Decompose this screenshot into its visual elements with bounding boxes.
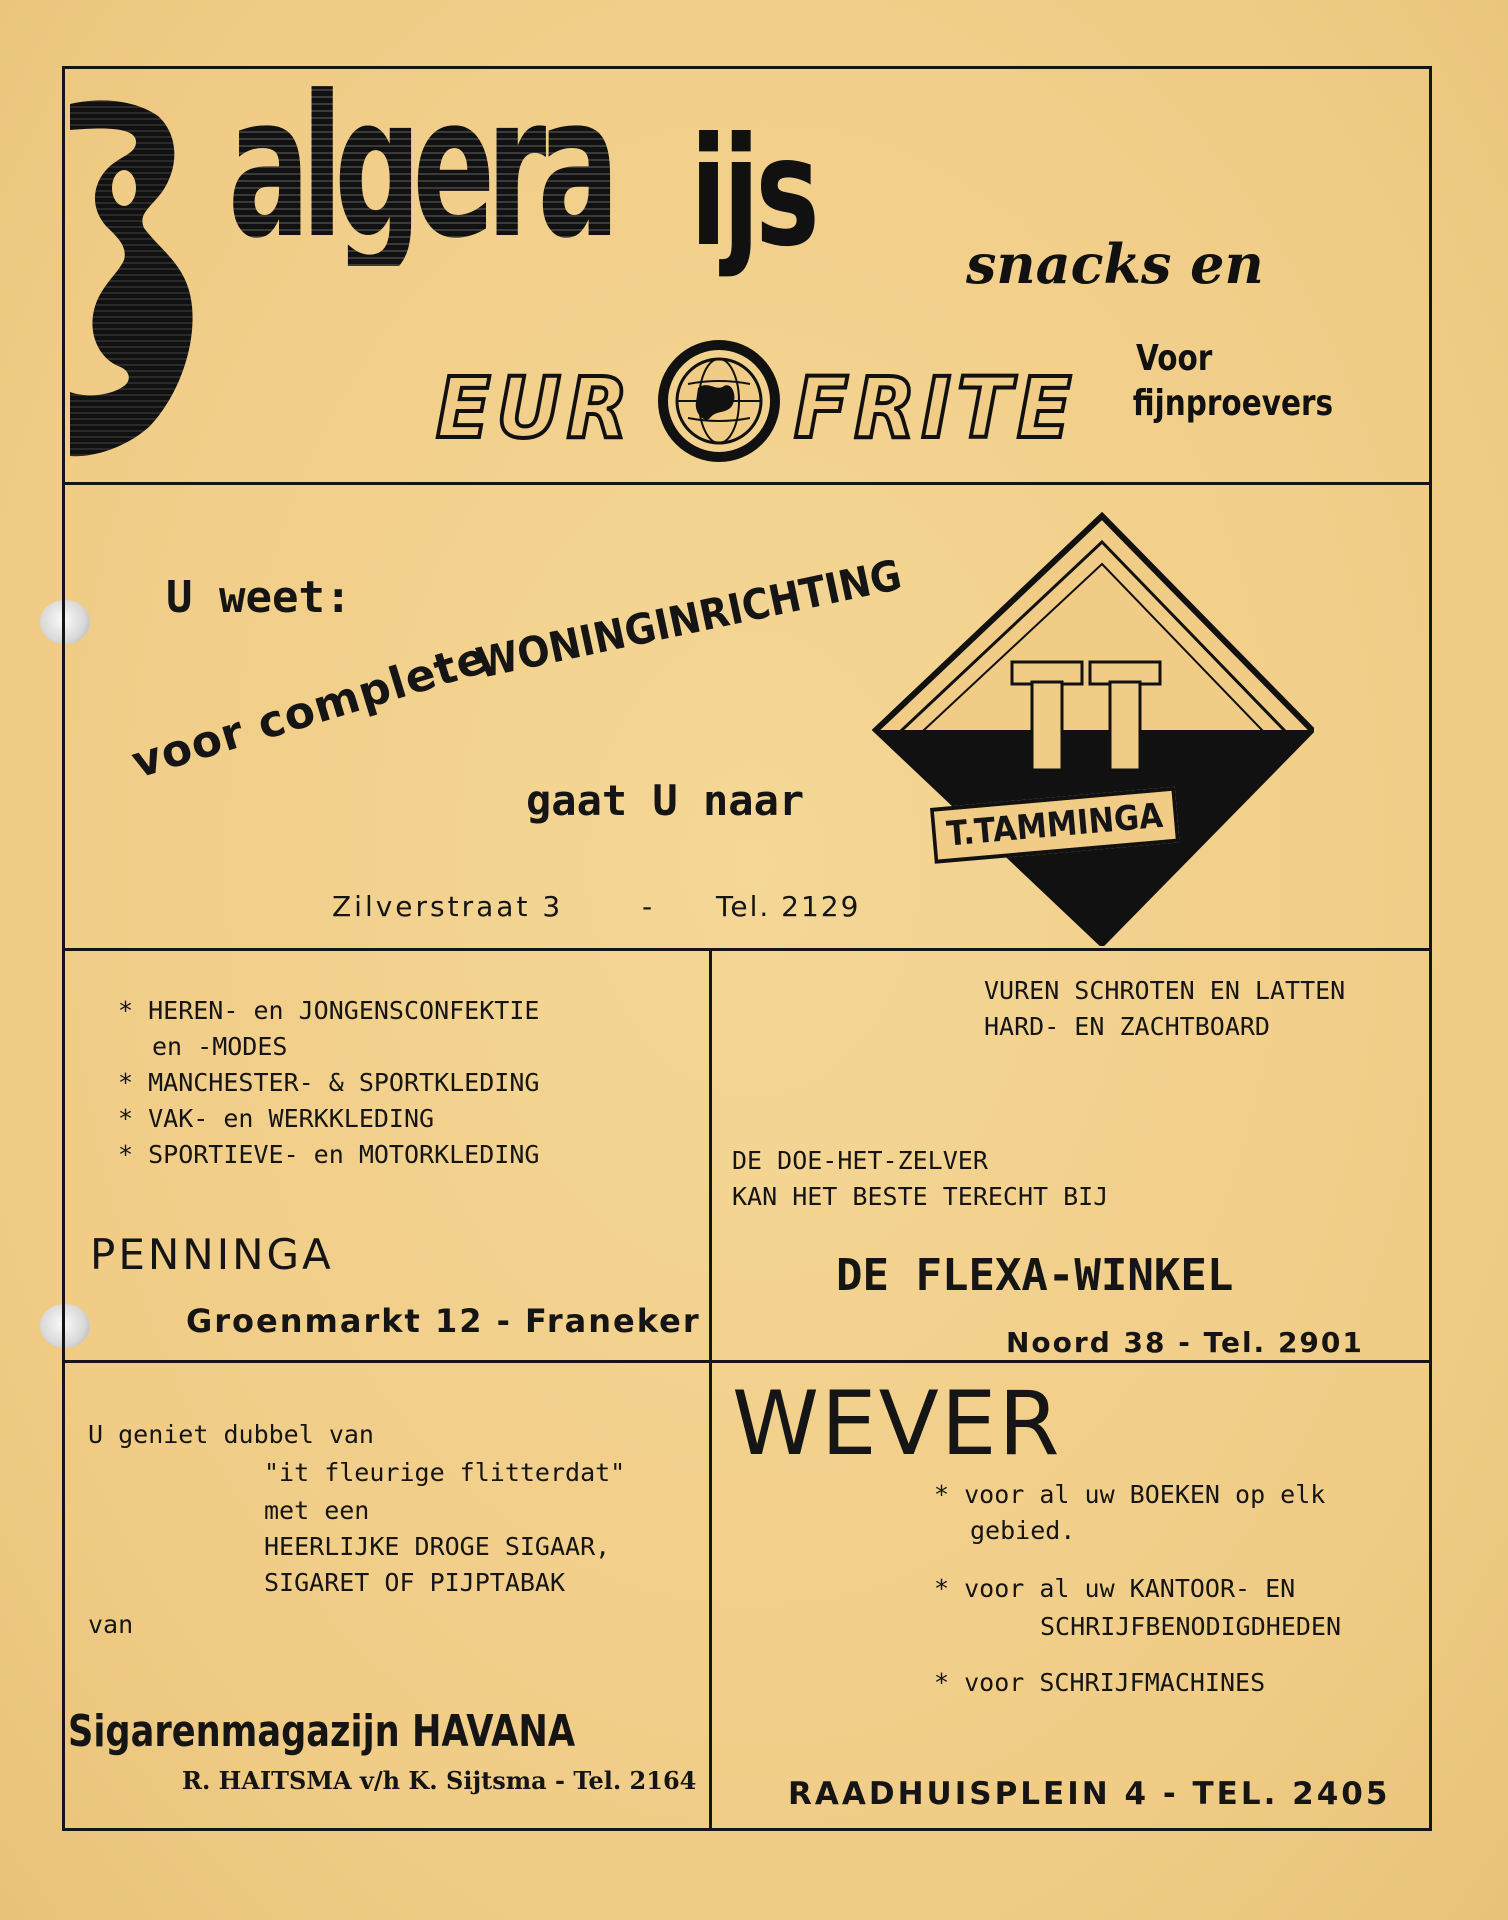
penninga-item-5: * SPORTIEVE- en MOTORKLEDING (118, 1140, 540, 1169)
havana-line-4: HEERLIJKE DROGE SIGAAR, (264, 1532, 611, 1561)
tamminga-name-plate: T.TAMMINGA (930, 787, 1179, 864)
flexa-line-4: KAN HET BESTE TERECHT BIJ (732, 1182, 1109, 1211)
flexa-name: DE FLEXA-WINKEL (836, 1250, 1234, 1301)
flexa-address: Noord 38 - Tel. 2901 (1006, 1326, 1364, 1359)
penninga-address: Groenmarkt 12 - Franeker (186, 1302, 701, 1340)
wever-address: RAADHUISPLEIN 4 - TEL. 2405 (788, 1776, 1391, 1812)
ijs-word: ijs (690, 106, 816, 280)
flexa-line-3: DE DOE-HET-ZELVER (732, 1146, 988, 1175)
divider-2 (62, 948, 1432, 951)
globe-icon (658, 340, 780, 462)
havana-line-3: met een (264, 1496, 370, 1525)
voor-text: Voor (1136, 338, 1213, 379)
wever-item-2b: SCHRIJFBENODIGDHEDEN (1040, 1612, 1342, 1641)
flexa-line-1: VUREN SCHROTEN EN LATTEN (984, 976, 1346, 1005)
penninga-item-1: * HEREN- en JONGENSCONFEKTIE (118, 996, 540, 1025)
penninga-item-4: * VAK- en WERKKLEDING (118, 1104, 435, 1133)
havana-line-6: van (88, 1610, 134, 1639)
divider-3 (62, 1360, 1432, 1363)
tamminga-dash: - (642, 890, 653, 923)
eurofrite-right: FRITE (794, 359, 1078, 457)
voor-fijnproevers (1132, 336, 1334, 426)
havana-line-1: U geniet dubbel van (88, 1420, 374, 1449)
voor-complete: voor complete (126, 632, 494, 789)
penninga-item-3: * MANCHESTER- & SPORTKLEDING (118, 1068, 540, 1097)
wever-item-3: * voor SCHRIJFMACHINES (934, 1668, 1266, 1697)
wever-name: WEVER (732, 1372, 1062, 1475)
penninga-item-2: en -MODES (152, 1032, 288, 1061)
divider-1 (62, 482, 1432, 485)
flexa-line-2: HARD- EN ZACHTBOARD (984, 1012, 1270, 1041)
algera-brand: algera (228, 54, 611, 282)
gaat-u-naar: gaat U naar (526, 776, 805, 825)
wever-item-1b: gebied. (970, 1516, 1076, 1545)
tamminga-diamond-logo (872, 512, 1314, 946)
snacks-text: snacks en (966, 232, 1264, 296)
havana-line-5: SIGARET OF PIJPTABAK (264, 1568, 566, 1597)
tamminga-phone: Tel. 2129 (716, 890, 861, 923)
havana-name: Sigarenmagazijn HAVANA (68, 1706, 576, 1757)
woninginrichting: WONINGINRICHTING (472, 549, 906, 688)
havana-line-2: "it fleurige flitterdat" (264, 1458, 626, 1487)
penninga-name: PENNINGA (90, 1230, 334, 1279)
u-weet: U weet: (166, 572, 352, 623)
divider-vertical (709, 948, 712, 1831)
wever-item-2a: * voor al uw KANTOOR- EN (934, 1574, 1296, 1603)
tamminga-address: Zilverstraat 3 (332, 890, 564, 923)
eurofrite-left: EUR (436, 359, 634, 457)
wever-item-1a: * voor al uw BOEKEN op elk (934, 1480, 1326, 1509)
fijnproevers-text: fijnproevers (1132, 383, 1334, 424)
havana-owner: R. HAITSMA v/h K. Sijtsma - Tel. 2164 (182, 1766, 697, 1795)
algera-seahorse-logo (66, 96, 196, 458)
